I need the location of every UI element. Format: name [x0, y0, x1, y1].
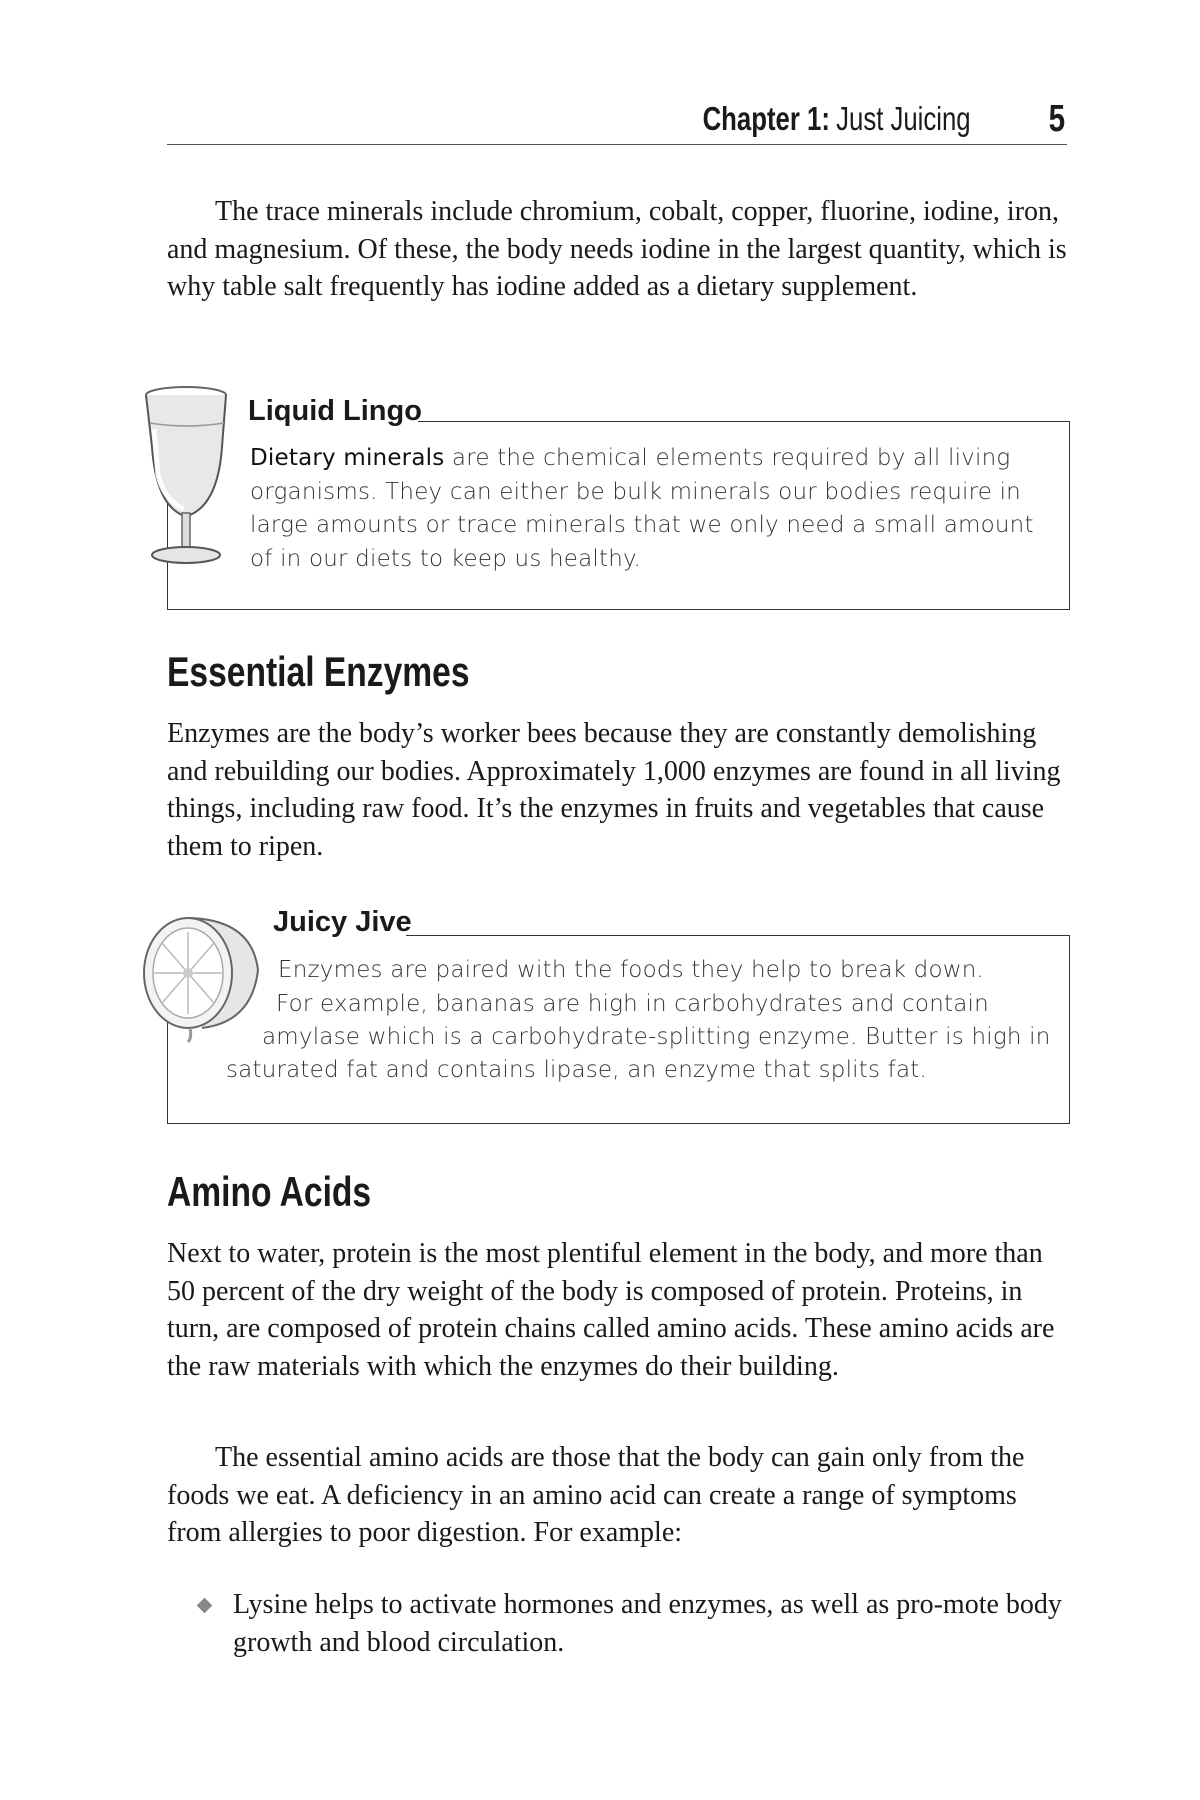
- heading-amino-acids: Amino Acids: [167, 1168, 372, 1215]
- sidebar-line: amylase which is a carbohydrate-splitting enzyme. Butter is high in: [262, 1024, 1051, 1050]
- sidebar-rule: [406, 935, 1070, 936]
- sidebar-juicy-jive: [140, 902, 1070, 1124]
- diamond-bullet-icon: [197, 1598, 213, 1614]
- paragraph-amino-acids: Next to water, protein is the most plentiful element in the body, and more than 50 percent of the dry weight of the body is composed of protein. Proteins, in turn, are composed of protein chains called amino acids. These amino acids are the raw materials with which the enzymes do their building.: [167, 1238, 1055, 1382]
- bullet-list: [197, 1586, 1067, 1661]
- sidebar-title: Juicy Jive: [273, 906, 412, 938]
- chapter-heading: [703, 100, 971, 138]
- chapter-label: Chapter 1:: [702, 100, 831, 137]
- wine-glass-icon: [140, 385, 230, 570]
- sidebar-line: Enzymes are paired with the foods they help to break down.: [278, 957, 985, 983]
- list-item: [197, 1586, 1067, 1661]
- paragraph-essential-amino-acids: The essential amino acids are those that the body can gain only from the foods we eat. A deficiency in an amino acid can create a range of symptoms from allergies to poor digestion. For example:: [167, 1442, 1025, 1548]
- paragraph-enzymes: Enzymes are the body’s worker bees because they are constantly demolishing and rebuilding our bodies. Approximately 1,000 enzymes are found in all living things, including raw food. It’s the enzymes in fruits and vegetables that cause them to ripen.: [167, 718, 1061, 862]
- sidebar-rule: [418, 421, 1070, 422]
- page-number: 5: [1048, 98, 1065, 140]
- list-item-text: Lysine helps to activate hormones and enzymes, as well as pro-mote body growth and blood circulation.: [233, 1589, 1062, 1658]
- sidebar-line: saturated fat and contains lipase, an enzyme that splits fat.: [226, 1057, 927, 1083]
- sidebar-text: [250, 442, 1050, 576]
- running-header: [167, 96, 1067, 145]
- heading-essential-enzymes: Essential Enzymes: [167, 648, 470, 695]
- paragraph-trace-minerals: The trace minerals include chromium, cobalt, copper, fluorine, iodine, iron, and magnesium. Of these, the body needs iodine in the largest quantity, which is why table salt frequently has iodine added as a dietary supplement.: [167, 196, 1067, 302]
- sidebar-title: Liquid Lingo: [248, 395, 422, 427]
- lemon-icon: [140, 910, 265, 1045]
- sidebar-line: For example, bananas are high in carbohydrates and contain: [276, 991, 989, 1017]
- sidebar-liquid-lingo: [140, 385, 1070, 610]
- chapter-title: Just Juicing: [836, 100, 971, 137]
- sidebar-definition: are the chemical elements required by all living organisms. They can either be bulk minerals our bodies require in large amounts or trace minerals that we only need a small amount of in our diets to keep us healthy.: [250, 445, 1034, 572]
- sidebar-term: Dietary minerals: [250, 445, 445, 471]
